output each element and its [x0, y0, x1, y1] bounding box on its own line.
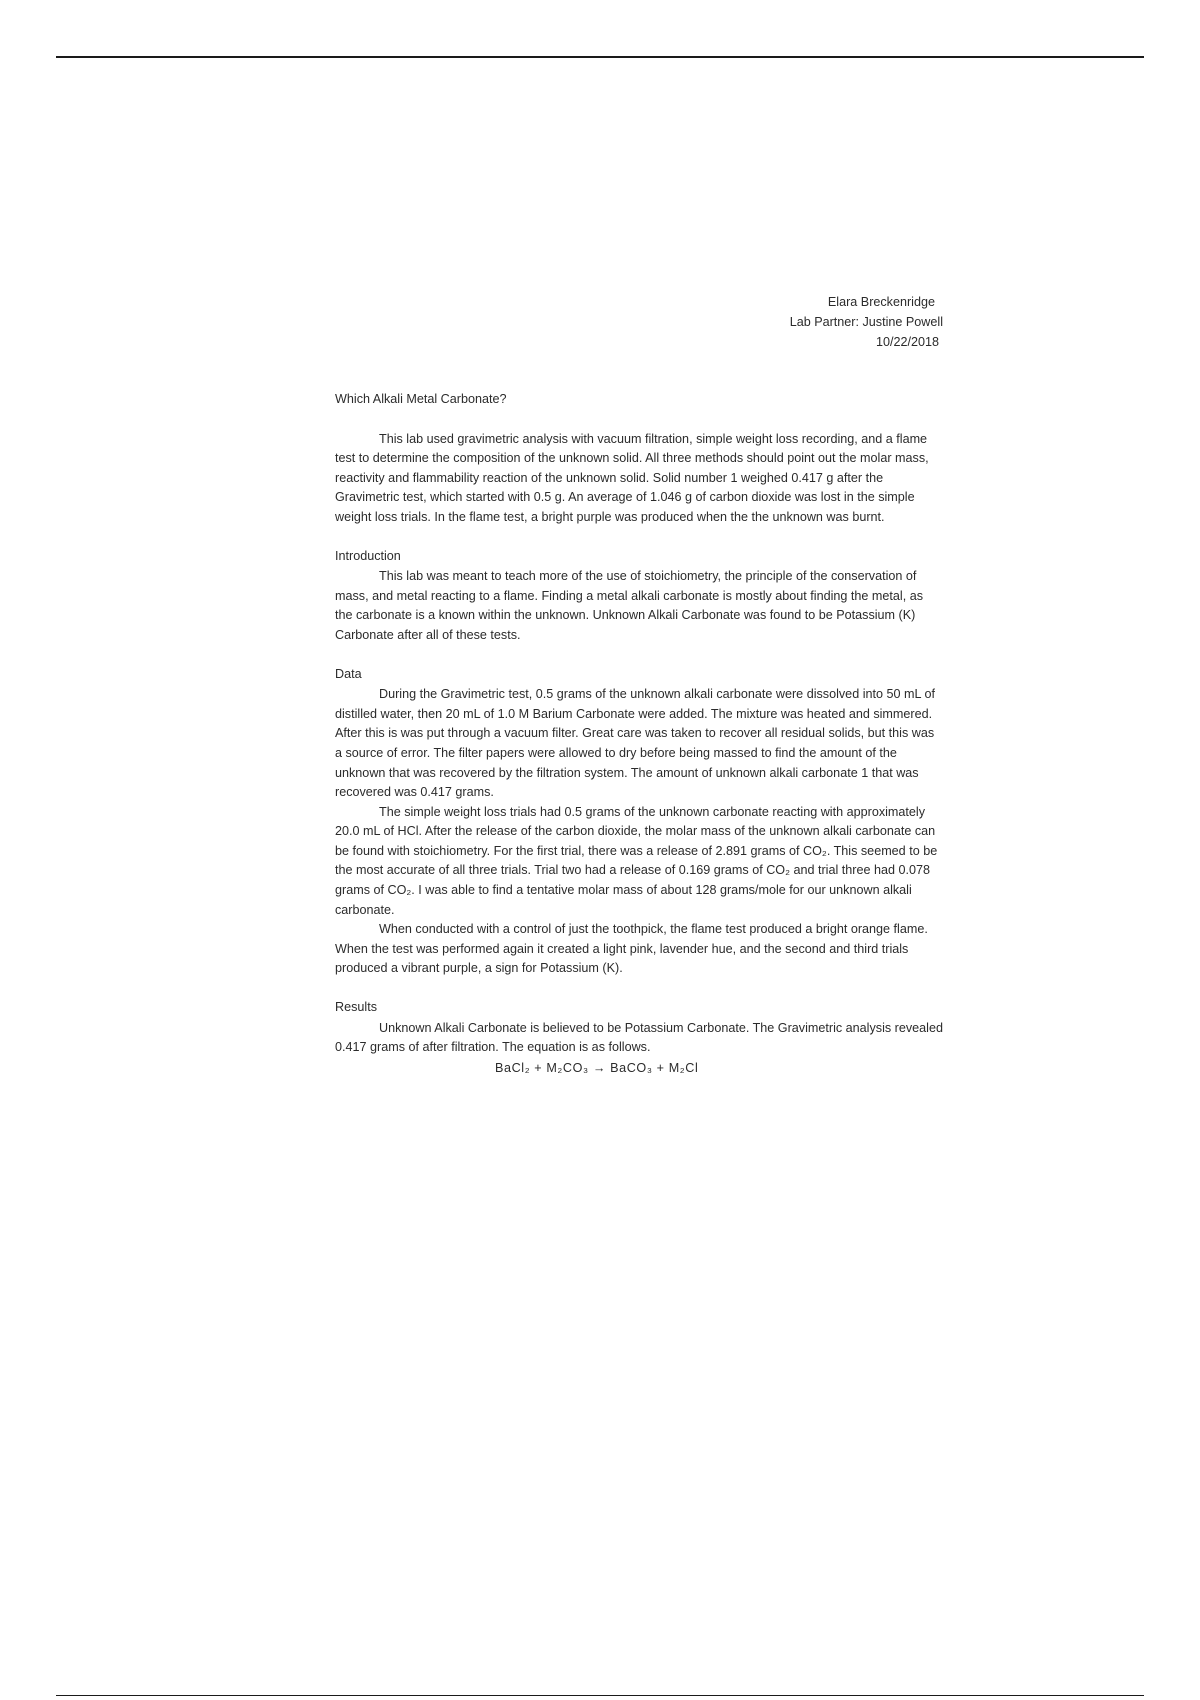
data-paragraph-gravimetric: During the Gravimetric test, 0.5 grams of the unknown alkali carbonate were dissolved into 50 mL of distilled water, then 20 mL of 1.0 M Barium Carbonate were added. The mixture was heated and simmered. After this is was put through a vacuum filter. Great care was taken to recover all residual solids, but this was a source of error. The filter papers were allowed to dry before being massed to find the amount of the unknown that was recovered by the filtration system. The amount of unknown alkali carbonate 1 that was recovered was 0.417 grams.	[335, 687, 936, 800]
top-rule	[56, 56, 1144, 58]
introduction-paragraph: This lab was meant to teach more of the use of stoichiometry, the principle of the conservation of mass, and metal reacting to a flame. Finding a metal alkali carbonate is mostly about finding the metal, as the carbonate is a known within the unknown. Unknown Alkali Carbonate was found to be Potassium (K) Carbonate after all of these tests.	[335, 569, 924, 642]
results-heading: Results	[335, 1000, 377, 1015]
reaction-equation: BaCl₂ + M₂CO₃ → BaCO₃ + M₂Cl	[495, 1060, 699, 1075]
abstract-paragraph: This lab used gravimetric analysis with vacuum filtration, simple weight loss recording, and a flame test to determine the composition of the unknown solid. All three methods should point out the molar mass, reactivity and flammability reaction of the unknown solid. Solid number 1 weighed 0.417 g after the Gravimetric test, which started with 0.5 g. An average of 1.046 g of carbon dioxide was lost in the simple weight loss trials. In the flame test, a bright purple was produced when the the unknown was burnt.	[335, 431, 929, 524]
author-header	[335, 292, 943, 352]
data-heading: Data	[335, 666, 362, 681]
introduction-heading: Introduction	[335, 548, 401, 563]
document-page	[335, 292, 943, 1078]
lab-partner: Lab Partner: Justine Powell	[789, 315, 943, 329]
author-name: Elara Breckenridge	[827, 295, 935, 309]
data-paragraph-flame-test: When conducted with a control of just the toothpick, the flame test produced a bright orange flame. When the test was performed again it created a light pink, lavender hue, and the second and third trials produced a vibrant purple, a sign for Potassium (K).	[335, 922, 928, 976]
report-date: 10/22/2018	[875, 335, 939, 349]
bottom-rule	[56, 1695, 1144, 1696]
data-paragraph-weight-loss: The simple weight loss trials had 0.5 grams of the unknown carbonate reacting with approximately 20.0 mL of HCl. After the release of the carbon dioxide, the molar mass of the unknown alkali carbonate can be found with stoichiometry. For the first trial, there was a release of 2.891 grams of CO₂. This seemed to be the most accurate of all three trials. Trial two had a release of 0.169 grams of CO₂ and trial three had 0.078 grams of CO₂. I was able to find a tentative molar mass of about 128 grams/mole for our unknown alkali carbonate.	[335, 804, 938, 917]
results-paragraph: Unknown Alkali Carbonate is believed to be Potassium Carbonate. The Gravimetric analysis revealed 0.417 grams of after filtration. The equation is as follows.	[335, 1020, 943, 1055]
report-title: Which Alkali Metal Carbonate?	[335, 392, 507, 406]
